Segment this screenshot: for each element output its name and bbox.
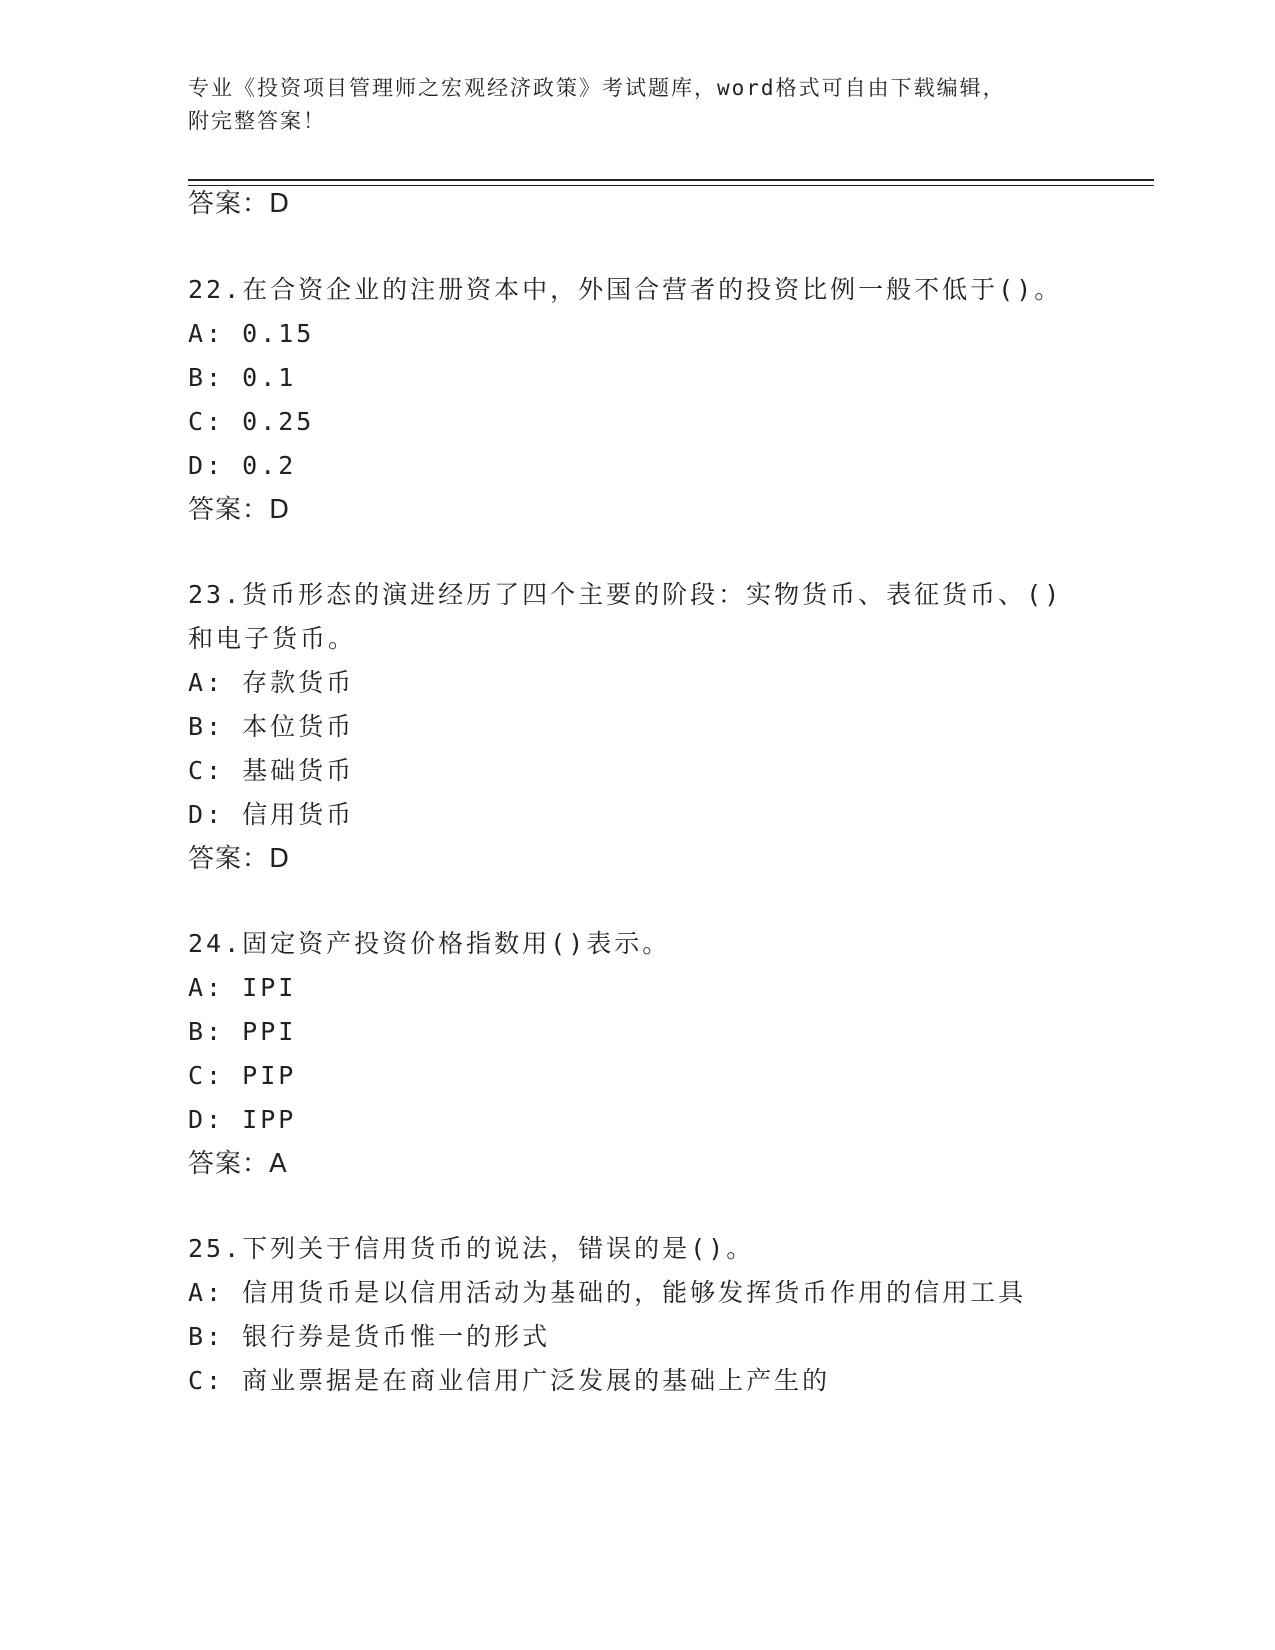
- question-22-option-c: C: 0.25: [188, 407, 315, 436]
- question-23-stem-cont: 和电子货币。: [188, 624, 357, 653]
- question-25-option-a: A: 信用货币是以信用活动为基础的，能够发挥货币作用的信用工具: [188, 1278, 1027, 1307]
- header-rule-thin: [188, 185, 1154, 186]
- header-line-2: 附完整答案！: [188, 109, 326, 133]
- question-24-answer: 答案：A: [188, 1149, 288, 1179]
- question-23-stem: 23.货币形态的演进经历了四个主要的阶段：实物货币、表征货币、(): [188, 580, 1063, 609]
- question-24-option-b: B: PPI: [188, 1017, 297, 1046]
- header-rule-thick: [188, 179, 1154, 181]
- question-22-answer: 答案：D: [188, 495, 291, 525]
- question-24-option-c: C: PIP: [188, 1061, 297, 1090]
- question-24-stem: 24.固定资产投资价格指数用()表示。: [188, 929, 671, 958]
- question-25-option-c: C: 商业票据是在商业信用广泛发展的基础上产生的: [188, 1366, 831, 1395]
- question-23-option-b: B: 本位货币: [188, 712, 355, 741]
- question-22-option-b: B: 0.1: [188, 363, 297, 392]
- previous-answer: 答案：D: [188, 189, 291, 219]
- question-24-option-d: D: IPP: [188, 1105, 297, 1134]
- question-23-answer: 答案：D: [188, 844, 291, 874]
- question-23-option-c: C: 基础货币: [188, 756, 355, 785]
- question-22-stem: 22.在合资企业的注册资本中，外国合营者的投资比例一般不低于()。: [188, 275, 1063, 304]
- question-25-stem: 25.下列关于信用货币的说法，错误的是()。: [188, 1234, 755, 1263]
- document-header: [188, 72, 1088, 138]
- question-22-option-a: A: 0.15: [188, 319, 315, 348]
- question-23-option-d: D: 信用货币: [188, 800, 355, 829]
- question-23-option-a: A: 存款货币: [188, 668, 355, 697]
- question-24-option-a: A: IPI: [188, 973, 297, 1002]
- question-22-option-d: D: 0.2: [188, 451, 297, 480]
- question-25-option-b: B: 银行券是货币惟一的形式: [188, 1322, 551, 1351]
- header-line-1: 专业《投资项目管理师之宏观经济政策》考试题库，word格式可自由下载编辑，: [188, 76, 1006, 100]
